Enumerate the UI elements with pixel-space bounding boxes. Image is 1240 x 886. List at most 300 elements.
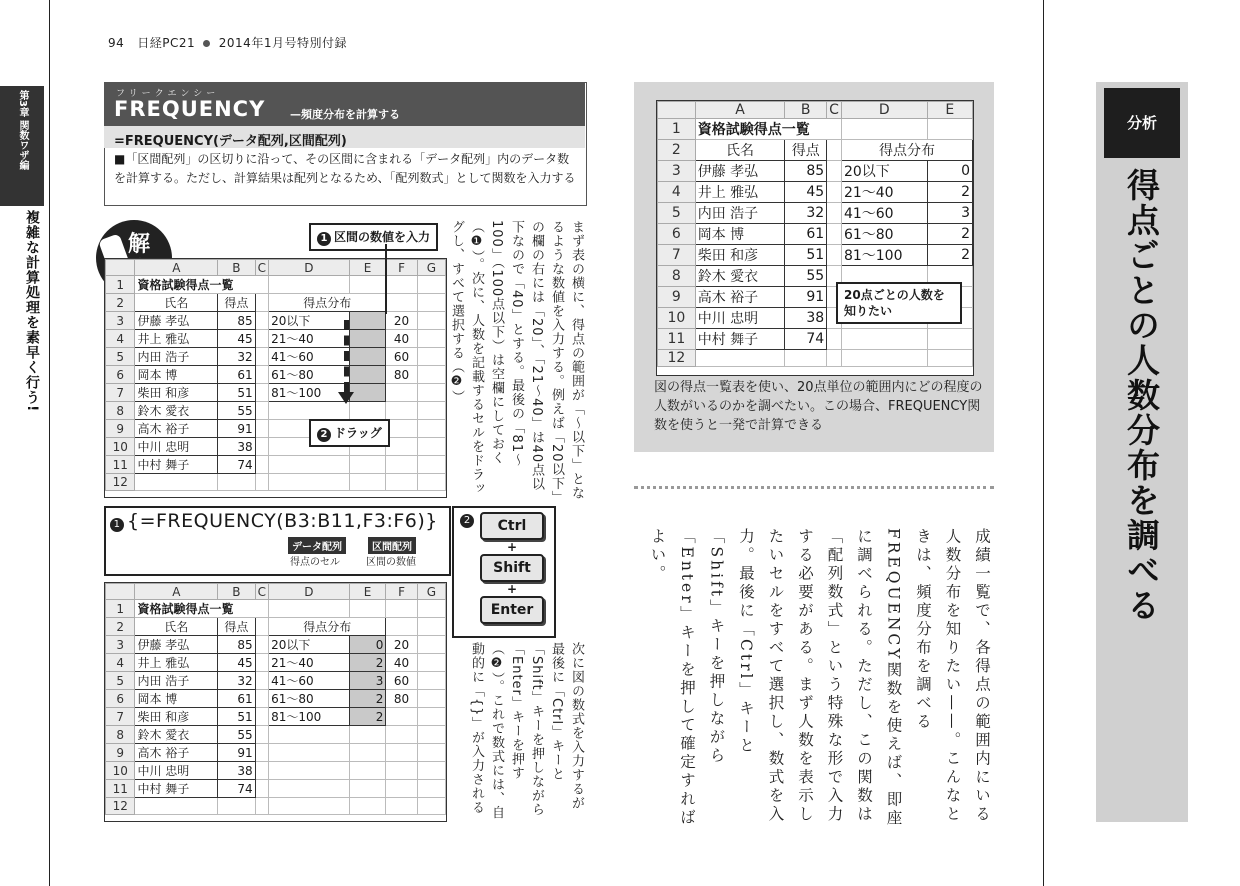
cell-count[interactable] xyxy=(349,348,386,366)
table-row xyxy=(658,245,973,266)
cell-name[interactable]: 井上 雅弘 xyxy=(135,330,218,348)
callout-drag-text: ドラッグ xyxy=(334,426,382,440)
cell[interactable] xyxy=(927,329,972,350)
cell[interactable] xyxy=(417,726,445,744)
cell-bin[interactable]: 80 xyxy=(386,690,417,708)
cell[interactable] xyxy=(417,600,445,618)
cell[interactable] xyxy=(827,203,842,224)
cell-score[interactable]: 38 xyxy=(218,762,256,780)
issue-label: 2014年1月号特別付録 xyxy=(218,36,347,50)
cell[interactable] xyxy=(417,618,445,636)
cell-score[interactable]: 38 xyxy=(785,308,827,329)
cell[interactable] xyxy=(927,350,972,367)
cell[interactable] xyxy=(349,798,386,815)
plus-sign: + xyxy=(507,540,518,554)
cell-name[interactable]: 柴田 和彦 xyxy=(695,245,785,266)
cell-name[interactable]: 中川 忠明 xyxy=(135,762,218,780)
cell[interactable] xyxy=(417,330,445,348)
cell-count[interactable] xyxy=(349,330,386,348)
cell-count[interactable]: 2 xyxy=(927,224,972,245)
cell[interactable] xyxy=(269,402,350,420)
cell[interactable] xyxy=(841,350,927,367)
row-header[interactable]: 11 xyxy=(106,456,135,474)
cell-score[interactable]: 85 xyxy=(785,161,827,182)
row-header[interactable]: 9 xyxy=(106,744,135,762)
column-header[interactable]: G xyxy=(417,260,445,276)
cell-name[interactable]: 岡本 博 xyxy=(135,690,218,708)
column-header[interactable]: C xyxy=(255,584,268,600)
cell[interactable] xyxy=(255,618,268,636)
row-header[interactable]: 9 xyxy=(106,420,135,438)
table-row xyxy=(106,690,446,708)
cell[interactable] xyxy=(417,636,445,654)
cell-range[interactable]: 61～80 xyxy=(269,366,350,384)
cell[interactable] xyxy=(386,438,417,456)
callout-input-bins xyxy=(309,223,438,251)
corner-cell xyxy=(106,584,135,600)
cell-score[interactable]: 51 xyxy=(218,708,256,726)
cell-name[interactable]: 柴田 和彦 xyxy=(135,384,218,402)
row-header[interactable]: 6 xyxy=(658,224,696,245)
cell-range[interactable]: 61～80 xyxy=(269,690,350,708)
row-header[interactable]: 2 xyxy=(106,618,135,636)
column-header[interactable]: B xyxy=(218,260,256,276)
cell[interactable] xyxy=(695,350,785,367)
cell-score[interactable]: 55 xyxy=(218,402,256,420)
bullet-icon xyxy=(203,40,210,47)
instruction-text-1: まず表の横に、得点の範囲が「〜以下」となるような数値を入力する。例えば「20以下」の欄の右には「20」、「21〜40」は40点以下なので「40」とする。最後の「81〜100」（100点以下）は空欄にしておく（❶）。次に、人数を記載するセルをドラッグし、すべて選択する（❷） xyxy=(449,220,584,500)
row-header[interactable]: 6 xyxy=(106,366,135,384)
formula-expression: {=FREQUENCY(B3:B11,F3:F6)} xyxy=(127,510,438,532)
cell-range[interactable]: 61～80 xyxy=(841,224,927,245)
cell[interactable] xyxy=(417,402,445,420)
cell-score[interactable]: 32 xyxy=(785,203,827,224)
cell-range[interactable]: 21～40 xyxy=(841,182,927,203)
cell-bin[interactable]: 40 xyxy=(386,330,417,348)
cell[interactable] xyxy=(255,636,268,654)
cell-range[interactable]: 20以下 xyxy=(841,161,927,182)
column-header[interactable]: D xyxy=(269,584,350,600)
cell-name[interactable]: 柴田 和彦 xyxy=(135,708,218,726)
row-header[interactable]: 9 xyxy=(658,287,696,308)
cell[interactable] xyxy=(255,780,268,798)
cell[interactable] xyxy=(417,348,445,366)
header-name[interactable]: 氏名 xyxy=(135,618,218,636)
cell-name[interactable]: 鈴木 愛衣 xyxy=(135,402,218,420)
cell[interactable] xyxy=(417,276,445,294)
row-header[interactable]: 5 xyxy=(106,348,135,366)
row-header[interactable]: 7 xyxy=(106,708,135,726)
cell[interactable] xyxy=(927,119,972,140)
cell-score[interactable]: 51 xyxy=(218,384,256,402)
cell-count[interactable]: 2 xyxy=(349,690,386,708)
cell[interactable] xyxy=(417,690,445,708)
cell[interactable] xyxy=(827,140,842,161)
table-row xyxy=(106,780,446,798)
row-header[interactable]: 5 xyxy=(106,672,135,690)
cell[interactable] xyxy=(386,276,417,294)
cell-name[interactable]: 井上 雅弘 xyxy=(695,182,785,203)
row-header[interactable]: 8 xyxy=(106,402,135,420)
page-header xyxy=(108,34,347,51)
cell-score[interactable]: 85 xyxy=(218,636,256,654)
cell[interactable] xyxy=(269,276,350,294)
column-header[interactable]: F xyxy=(386,584,417,600)
cell[interactable] xyxy=(255,402,268,420)
row-header[interactable]: 8 xyxy=(658,266,696,287)
cell[interactable] xyxy=(349,726,386,744)
table-row xyxy=(106,330,446,348)
cell-name[interactable]: 岡本 博 xyxy=(135,366,218,384)
function-ruby: フリークエンシー xyxy=(116,89,220,99)
column-header[interactable]: B xyxy=(218,584,256,600)
instruction-text-2: 次に図の数式を入力するが最後に「Ctrl」キーと「Shift」キーを押しながら「Enter」キーを押す（❷）。これで数式には、自動的に「{}」が入力される xyxy=(469,642,584,820)
cell-range[interactable]: 20以下 xyxy=(269,312,350,330)
cell[interactable] xyxy=(417,798,445,815)
cell-score[interactable]: 32 xyxy=(218,348,256,366)
cell-count[interactable]: 3 xyxy=(349,672,386,690)
cell-bin[interactable]: 80 xyxy=(386,366,417,384)
cell[interactable] xyxy=(827,161,842,182)
header-score[interactable]: 得点 xyxy=(218,618,256,636)
column-header[interactable]: A xyxy=(135,584,218,600)
sheet-title[interactable]: 資格試験得点一覧 xyxy=(135,276,269,294)
enter-key-icon: Enter xyxy=(480,596,544,624)
cell[interactable] xyxy=(417,708,445,726)
cell-name[interactable]: 高木 裕子 xyxy=(135,744,218,762)
cell[interactable] xyxy=(386,762,417,780)
header-distribution[interactable]: 得点分布 xyxy=(841,140,972,161)
cell-name[interactable]: 鈴木 愛衣 xyxy=(695,266,785,287)
column-header-row xyxy=(106,584,446,600)
cell[interactable] xyxy=(349,456,386,474)
column-header[interactable]: A xyxy=(695,102,785,119)
table-row xyxy=(106,474,446,491)
table-row xyxy=(658,161,973,182)
header-name[interactable]: 氏名 xyxy=(135,294,218,312)
row-header[interactable]: 11 xyxy=(106,780,135,798)
cell[interactable] xyxy=(255,330,268,348)
cell[interactable] xyxy=(417,312,445,330)
table-row xyxy=(106,366,446,384)
column-header[interactable]: E xyxy=(927,102,972,119)
cell-bin[interactable] xyxy=(386,384,417,402)
cell-score[interactable]: 38 xyxy=(218,438,256,456)
header-score[interactable]: 得点 xyxy=(785,140,827,161)
header-distribution[interactable]: 得点分布 xyxy=(269,294,386,312)
spreadsheet-overview xyxy=(656,100,974,376)
cell-score[interactable]: 74 xyxy=(218,456,256,474)
cell[interactable] xyxy=(417,384,445,402)
header-distribution[interactable]: 得点分布 xyxy=(269,618,386,636)
header-name[interactable]: 氏名 xyxy=(695,140,785,161)
table-row xyxy=(106,798,446,815)
cell-score[interactable]: 45 xyxy=(218,330,256,348)
cell[interactable] xyxy=(386,294,417,312)
row-header[interactable]: 1 xyxy=(658,119,696,140)
sheet-title[interactable]: 資格試験得点一覧 xyxy=(695,119,841,140)
cell-bin[interactable]: 20 xyxy=(386,312,417,330)
row-header[interactable]: 1 xyxy=(106,600,135,618)
corner-cell xyxy=(658,102,696,119)
row-header[interactable]: 12 xyxy=(106,798,135,815)
cell-name[interactable]: 岡本 博 xyxy=(695,224,785,245)
cell[interactable] xyxy=(417,780,445,798)
cell-score[interactable]: 61 xyxy=(218,690,256,708)
cell-name[interactable]: 内田 浩子 xyxy=(135,348,218,366)
cell-range[interactable]: 81～100 xyxy=(269,384,350,402)
cell-bin[interactable]: 60 xyxy=(386,672,417,690)
cell[interactable] xyxy=(255,726,268,744)
row-header[interactable]: 4 xyxy=(106,654,135,672)
cell[interactable] xyxy=(349,744,386,762)
row-header[interactable]: 10 xyxy=(106,762,135,780)
cell[interactable] xyxy=(269,600,350,618)
row-header[interactable]: 11 xyxy=(658,329,696,350)
row-header[interactable]: 6 xyxy=(106,690,135,708)
cell[interactable] xyxy=(827,350,842,367)
cell-name[interactable]: 伊藤 孝弘 xyxy=(135,636,218,654)
cell[interactable] xyxy=(785,350,827,367)
table-row xyxy=(106,708,446,726)
cell[interactable] xyxy=(386,600,417,618)
chapter-subtitle: 複雑な計算処理を素早く行う! xyxy=(24,210,40,413)
cell[interactable] xyxy=(827,182,842,203)
cell[interactable] xyxy=(386,420,417,438)
cell-score[interactable]: 91 xyxy=(218,420,256,438)
right-margin-rule xyxy=(1043,0,1044,886)
column-header[interactable]: G xyxy=(417,584,445,600)
cell[interactable] xyxy=(349,762,386,780)
cell-name[interactable]: 鈴木 愛衣 xyxy=(135,726,218,744)
cell[interactable] xyxy=(255,654,268,672)
cell-name[interactable]: 高木 裕子 xyxy=(695,287,785,308)
row-header[interactable]: 3 xyxy=(658,161,696,182)
cell[interactable] xyxy=(255,366,268,384)
cell[interactable] xyxy=(269,798,350,815)
cell-score[interactable]: 61 xyxy=(218,366,256,384)
cell-name[interactable]: 中村 舞子 xyxy=(135,780,218,798)
cell[interactable] xyxy=(255,744,268,762)
cell-bin[interactable]: 40 xyxy=(386,654,417,672)
cell-name[interactable]: 中村 舞子 xyxy=(695,329,785,350)
cell[interactable] xyxy=(841,329,927,350)
cell-name[interactable]: 中川 忠明 xyxy=(695,308,785,329)
cell-score[interactable]: 51 xyxy=(785,245,827,266)
cell[interactable] xyxy=(386,780,417,798)
cell[interactable] xyxy=(349,600,386,618)
cell-score[interactable]: 55 xyxy=(785,266,827,287)
cell[interactable] xyxy=(417,654,445,672)
tag-data-array: データ配列 xyxy=(288,537,346,554)
cell[interactable] xyxy=(841,119,927,140)
cell[interactable] xyxy=(135,474,218,491)
cell[interactable] xyxy=(827,245,842,266)
cell[interactable] xyxy=(386,402,417,420)
cell[interactable] xyxy=(349,276,386,294)
cell-score[interactable]: 91 xyxy=(785,287,827,308)
cell-name[interactable]: 高木 裕子 xyxy=(135,420,218,438)
cell-count[interactable]: 3 xyxy=(927,203,972,224)
row-header[interactable]: 7 xyxy=(106,384,135,402)
cell-score[interactable]: 45 xyxy=(218,654,256,672)
cell-name[interactable]: 内田 浩子 xyxy=(695,203,785,224)
cell[interactable] xyxy=(417,474,445,491)
cell-score[interactable]: 32 xyxy=(218,672,256,690)
cell[interactable] xyxy=(269,456,350,474)
cell[interactable] xyxy=(386,798,417,815)
cell-bin[interactable]: 60 xyxy=(386,348,417,366)
cell-score[interactable]: 74 xyxy=(218,780,256,798)
cell-range[interactable]: 81～100 xyxy=(269,708,350,726)
row-header[interactable]: 2 xyxy=(658,140,696,161)
cell-score[interactable]: 45 xyxy=(785,182,827,203)
column-header[interactable]: E xyxy=(349,584,386,600)
row-header[interactable]: 8 xyxy=(106,726,135,744)
row-header[interactable]: 12 xyxy=(658,350,696,367)
cell[interactable] xyxy=(386,474,417,491)
cell[interactable] xyxy=(827,224,842,245)
cell-score[interactable]: 85 xyxy=(218,312,256,330)
cell[interactable] xyxy=(349,780,386,798)
column-header[interactable]: A xyxy=(135,260,218,276)
corner-cell xyxy=(106,260,135,276)
cell-count[interactable]: 2 xyxy=(927,245,972,266)
cell[interactable] xyxy=(269,474,350,491)
left-margin-rule xyxy=(49,0,50,886)
cell[interactable] xyxy=(255,384,268,402)
row-header[interactable]: 10 xyxy=(106,438,135,456)
cell[interactable] xyxy=(386,744,417,762)
cell[interactable] xyxy=(255,798,268,815)
cell[interactable] xyxy=(255,456,268,474)
cell[interactable] xyxy=(827,329,842,350)
cell[interactable] xyxy=(218,474,256,491)
cell-count[interactable]: 2 xyxy=(927,182,972,203)
cell-score[interactable]: 61 xyxy=(785,224,827,245)
row-header[interactable]: 4 xyxy=(658,182,696,203)
cell[interactable] xyxy=(417,762,445,780)
cell[interactable] xyxy=(255,294,268,312)
cell[interactable] xyxy=(349,402,386,420)
cell[interactable] xyxy=(269,726,350,744)
cell-range[interactable]: 21～40 xyxy=(269,330,350,348)
cell[interactable] xyxy=(386,618,417,636)
cell-range[interactable]: 41～60 xyxy=(841,203,927,224)
callout-goal: 20点ごとの人数を知りたい xyxy=(836,282,962,324)
row-header[interactable]: 7 xyxy=(658,245,696,266)
row-header[interactable]: 3 xyxy=(106,312,135,330)
column-header[interactable]: C xyxy=(827,102,842,119)
column-header[interactable]: D xyxy=(269,260,350,276)
column-header[interactable]: F xyxy=(386,260,417,276)
table-row xyxy=(106,600,446,618)
cell-count[interactable]: 0 xyxy=(927,161,972,182)
cell-range[interactable]: 41～60 xyxy=(269,672,350,690)
cell[interactable] xyxy=(218,798,256,815)
cell[interactable] xyxy=(255,348,268,366)
cell[interactable] xyxy=(255,690,268,708)
row-header[interactable]: 10 xyxy=(658,308,696,329)
cell[interactable] xyxy=(255,312,268,330)
cell[interactable] xyxy=(269,744,350,762)
cell-name[interactable]: 内田 浩子 xyxy=(135,672,218,690)
cell[interactable] xyxy=(417,420,445,438)
row-header[interactable]: 2 xyxy=(106,294,135,312)
cell[interactable] xyxy=(255,708,268,726)
callout-connector xyxy=(385,244,387,314)
row-header[interactable]: 4 xyxy=(106,330,135,348)
column-header[interactable]: E xyxy=(349,260,386,276)
row-header[interactable]: 5 xyxy=(658,203,696,224)
sheet-title[interactable]: 資格試験得点一覧 xyxy=(135,600,269,618)
cell-range[interactable]: 20以下 xyxy=(269,636,350,654)
row-header[interactable]: 3 xyxy=(106,636,135,654)
cell[interactable] xyxy=(255,762,268,780)
cell-count[interactable] xyxy=(349,312,386,330)
cell[interactable] xyxy=(269,780,350,798)
cell[interactable] xyxy=(386,456,417,474)
cell-name[interactable]: 伊藤 孝弘 xyxy=(135,312,218,330)
cell[interactable] xyxy=(386,726,417,744)
cell-range[interactable]: 41～60 xyxy=(269,348,350,366)
row-header[interactable]: 12 xyxy=(106,474,135,491)
cell[interactable] xyxy=(135,798,218,815)
column-header[interactable]: C xyxy=(255,260,268,276)
cell-score[interactable]: 55 xyxy=(218,726,256,744)
cell[interactable] xyxy=(417,456,445,474)
cell-range[interactable]: 81～100 xyxy=(841,245,927,266)
cell-score[interactable]: 91 xyxy=(218,744,256,762)
cell-name[interactable]: 伊藤 孝弘 xyxy=(695,161,785,182)
cell[interactable] xyxy=(417,672,445,690)
chapter-label: 第3章 関数ワザ編 xyxy=(17,90,28,171)
column-header[interactable]: B xyxy=(785,102,827,119)
column-header[interactable]: D xyxy=(841,102,927,119)
cell-range[interactable]: 21～40 xyxy=(269,654,350,672)
cell[interactable] xyxy=(255,420,268,438)
cell-count[interactable]: 2 xyxy=(349,654,386,672)
table-row xyxy=(106,438,446,456)
row-header[interactable]: 1 xyxy=(106,276,135,294)
cell-bin[interactable]: 20 xyxy=(386,636,417,654)
cell-count[interactable]: 2 xyxy=(349,708,386,726)
cell[interactable] xyxy=(349,474,386,491)
cell-name[interactable]: 井上 雅弘 xyxy=(135,654,218,672)
cell[interactable] xyxy=(417,438,445,456)
badge-1-icon: 1 xyxy=(317,232,331,246)
cell[interactable] xyxy=(255,672,268,690)
article-title: 得点ごとの人数分布を調べる xyxy=(1122,168,1161,623)
table-row xyxy=(106,654,446,672)
table-row xyxy=(106,312,446,330)
cell-count[interactable] xyxy=(349,366,386,384)
drag-arrowhead-icon xyxy=(338,392,354,404)
cell[interactable] xyxy=(417,294,445,312)
cell-name[interactable]: 中川 忠明 xyxy=(135,438,218,456)
cell-name[interactable]: 中村 舞子 xyxy=(135,456,218,474)
cell-count[interactable] xyxy=(349,384,386,402)
cell-score[interactable]: 74 xyxy=(785,329,827,350)
cell-bin[interactable] xyxy=(386,708,417,726)
cell[interactable] xyxy=(417,744,445,762)
header-score[interactable]: 得点 xyxy=(218,294,256,312)
cell-count[interactable]: 0 xyxy=(349,636,386,654)
cell[interactable] xyxy=(255,438,268,456)
cell[interactable] xyxy=(269,762,350,780)
cell[interactable] xyxy=(417,366,445,384)
cell[interactable] xyxy=(255,474,268,491)
